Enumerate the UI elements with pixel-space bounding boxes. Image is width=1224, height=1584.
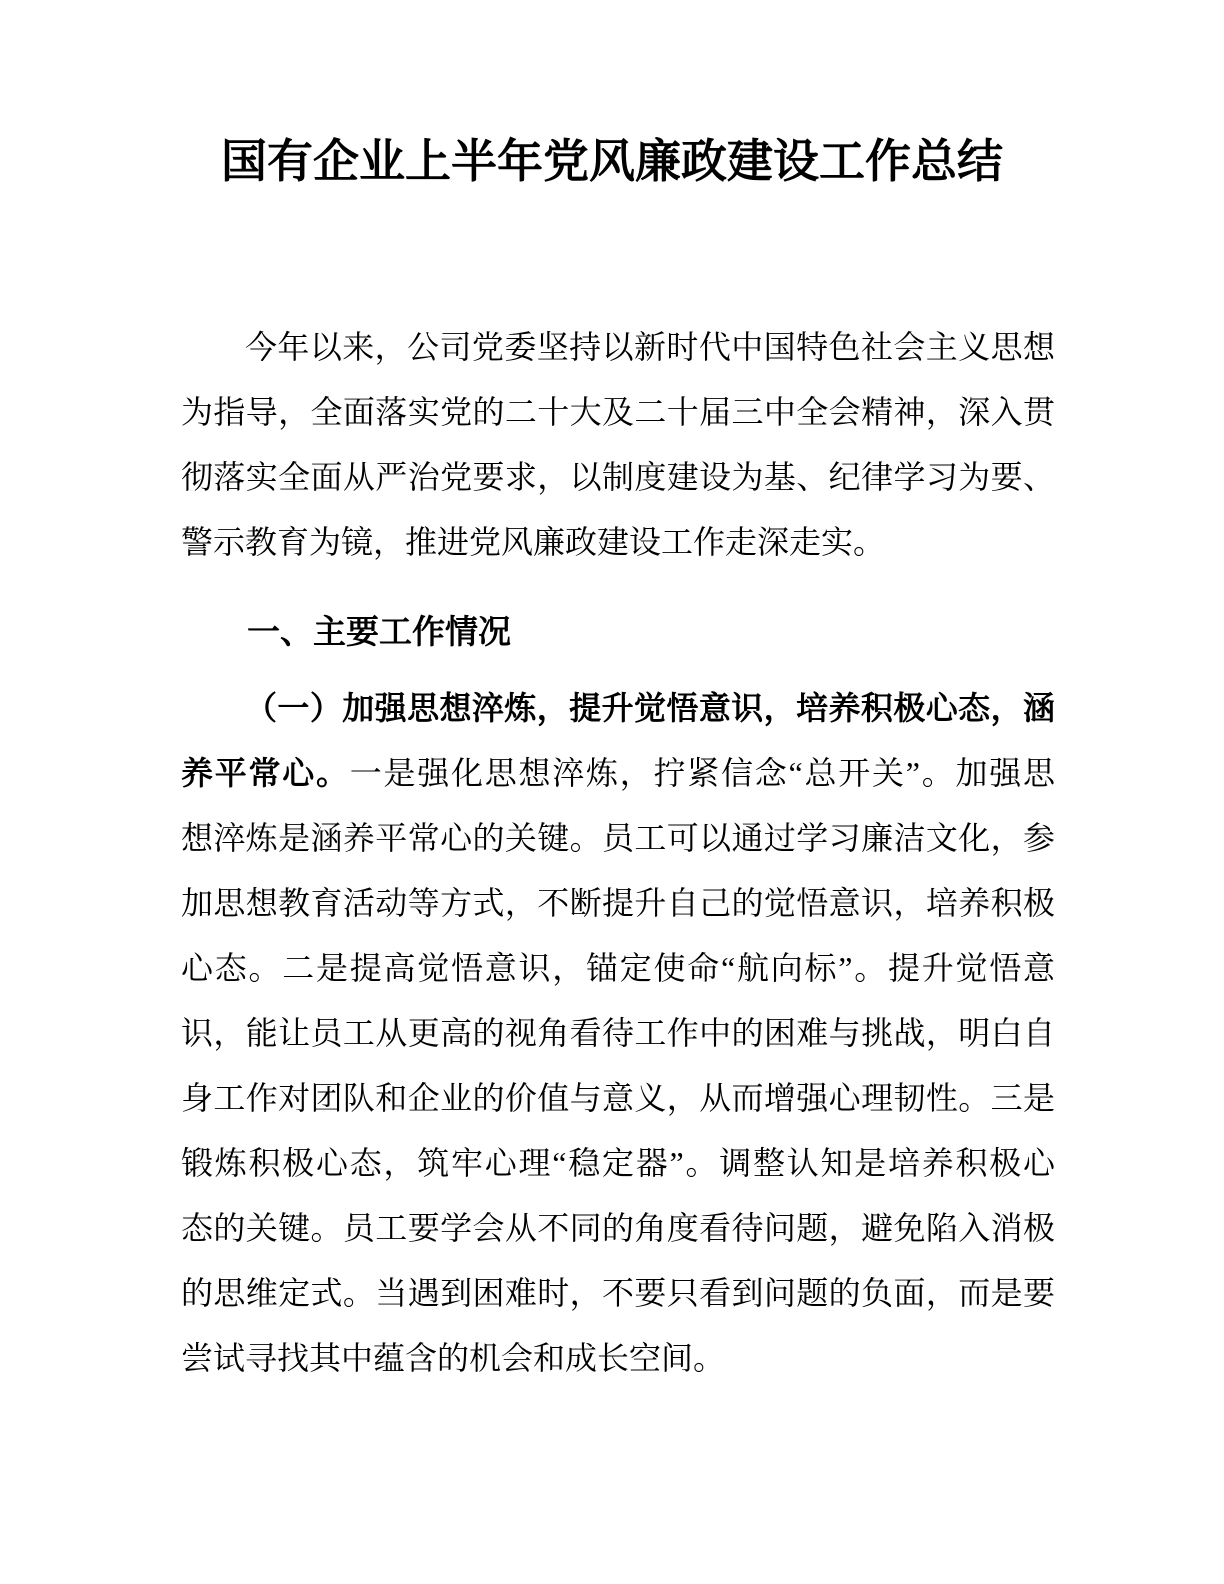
text-line — [181, 676, 1055, 741]
text-segment: 今年以来，公司党委坚持以新时代中国特色社会主义思想 — [245, 329, 1055, 365]
text-segment: 尝试寻找其中蕴含的机会和成长空间。 — [181, 1340, 726, 1376]
text-line — [181, 871, 1055, 936]
text-line — [181, 445, 1055, 510]
text-line — [181, 806, 1055, 871]
section-1-heading: 一、主要工作情况 — [247, 613, 511, 650]
text-line — [181, 315, 1055, 380]
text-line — [181, 510, 1055, 575]
text-segment: 锻炼积极心态，筑牢心理“稳定器”。调整认知是培养积极心 — [181, 1145, 1055, 1181]
text-segment: 的思维定式。当遇到困难时，不要只看到问题的负面，而是要 — [181, 1275, 1055, 1311]
text-segment: 为指导，全面落实党的二十大及二十届三中全会精神，深入贯 — [181, 394, 1055, 430]
text-line — [181, 1001, 1055, 1066]
text-line — [181, 1066, 1055, 1131]
intro-paragraph — [181, 315, 1055, 575]
text-line — [181, 1196, 1055, 1261]
text-segment: 心态。二是提高觉悟意识，锚定使命“航向标”。提升觉悟意 — [181, 950, 1055, 986]
bold-text-segment: （一）加强思想淬炼，提升觉悟意识，培养积极心态，涵 — [245, 690, 1055, 726]
text-segment: 加思想教育活动等方式，不断提升自己的觉悟意识，培养积极 — [181, 885, 1055, 921]
text-segment: 想淬炼是涵养平常心的关键。员工可以通过学习廉洁文化，参 — [181, 820, 1055, 856]
text-line — [181, 1131, 1055, 1196]
text-segment: 彻落实全面从严治党要求，以制度建设为基、纪律学习为要、 — [181, 459, 1055, 495]
text-line — [181, 936, 1055, 1001]
document-title: 国有企业上半年党风廉政建设工作总结 — [221, 136, 1003, 187]
text-line — [181, 741, 1055, 806]
text-line — [181, 380, 1055, 445]
document-body — [181, 315, 1055, 1391]
text-segment: 识，能让员工从更高的视角看待工作中的困难与挑战，明白自 — [181, 1015, 1055, 1051]
section-1-1-paragraph — [181, 676, 1055, 1391]
text-segment: 警示教育为镜，推进党风廉政建设工作走深走实。 — [181, 524, 886, 560]
text-segment: 态的关键。员工要学会从不同的角度看待问题，避免陷入消极 — [181, 1210, 1055, 1246]
text-line — [181, 1261, 1055, 1326]
text-segment: 一是强化思想淬炼，拧紧信念“总开关”。加强思 — [349, 755, 1055, 791]
text-segment: 身工作对团队和企业的价值与意义，从而增强心理韧性。三是 — [181, 1080, 1055, 1116]
bold-text-segment: 养平常心。 — [181, 755, 350, 791]
text-line — [181, 1326, 1055, 1391]
